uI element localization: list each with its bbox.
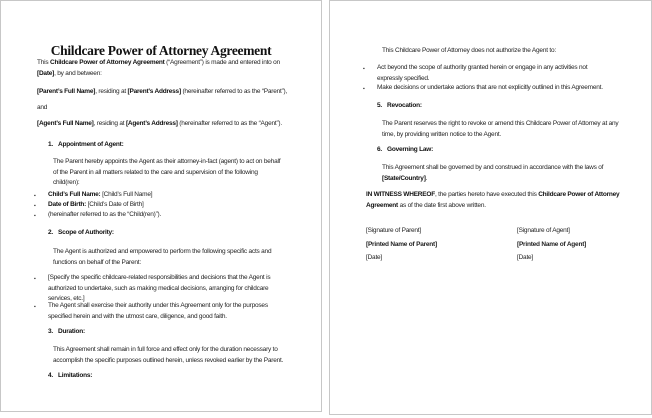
text-line [53, 157, 280, 168]
text-line [377, 63, 587, 74]
text-line [48, 301, 268, 312]
text-run: The Parent reserves the right to revoke or amend this Childcare Power of Attorney at any [382, 120, 619, 127]
text-line [53, 168, 280, 179]
para-intro [37, 58, 280, 79]
bullet-icon: ▪ [363, 86, 365, 92]
text-line [382, 174, 603, 185]
text-run: [Child’s Date of Birth] [86, 201, 144, 208]
text-run: (hereinafter referred to as the “Agent”). [177, 120, 282, 127]
text-line [377, 83, 603, 94]
text-line [48, 210, 161, 221]
text-line [53, 247, 271, 258]
text-line [37, 69, 280, 80]
list-number: 5. [377, 102, 382, 109]
list-label: Revocation: [387, 102, 422, 109]
bullet-icon: ▪ [34, 213, 36, 219]
text-run: as of the date first above written. [397, 201, 486, 209]
para-not-authorize [382, 46, 556, 57]
text-run: authorized to undertake, such as making medical decisions, arranging for childcare [48, 284, 269, 292]
para-revocation-body [382, 119, 618, 140]
signature-parent-line: [Signature of Parent] [366, 227, 422, 234]
para-duration-body [53, 345, 283, 366]
list-item-revocation [377, 101, 422, 112]
document-title: Childcare Power of Attorney Agreement [50, 43, 272, 59]
bullet-text [48, 190, 152, 201]
text-run: [Specify the specific childcare-related responsibilities and decisions that the Agent is [48, 274, 271, 281]
text-run: Childcare Power of Attorney [538, 191, 620, 198]
list-item-limitations [48, 371, 93, 382]
text-line [48, 284, 270, 295]
text-run: This Agreement shall remain in full force and effect only for the duration necessary to [53, 346, 278, 353]
text-line [48, 190, 152, 201]
text-line [37, 87, 287, 98]
list-label: Limitations: [58, 372, 93, 379]
text-run: . [425, 174, 428, 182]
bullet-text [48, 273, 270, 305]
list-item-governing-law [377, 145, 434, 156]
text-run: accomplish the specific purposes outlined herein, unless revoked earlier by the Parent. [53, 356, 284, 364]
text-run: Childcare Power of Attorney Agreement [50, 59, 165, 66]
text-run: [Agent’s Full Name] [37, 120, 94, 127]
bullet-date-of-birth [34, 200, 144, 211]
text-run: This [37, 59, 50, 66]
text-run: , the parties hereto have executed this [434, 191, 539, 198]
text-run: time, by providing written notice to the Agent. [382, 130, 502, 138]
text-line [382, 163, 603, 174]
list-number: 6. [377, 146, 382, 153]
text-run: The Agent is authorized and empowered to perform the following specific acts and [53, 248, 272, 255]
text-run: Date of Birth: [48, 201, 87, 208]
bullet-icon: ▪ [34, 276, 36, 282]
para-parent [37, 87, 287, 98]
bullet-child-full-name [34, 190, 152, 201]
bullet-make-decisions [363, 83, 603, 94]
text-line [382, 119, 618, 130]
text-line [53, 356, 283, 367]
text-run: child(ren): [53, 179, 80, 186]
text-run: of the Parent in all matters related to the care and supervision of the following [53, 168, 258, 176]
text-run: Act beyond the scope of authority granted herein or engage in any activities not [377, 64, 588, 71]
bullet-icon: ▪ [34, 203, 36, 209]
bullet-text [48, 301, 268, 322]
text-run: , residing at [93, 120, 126, 127]
text-run: [Date] [37, 69, 55, 77]
text-run: specified herein and with the utmost care, diligence, and good faith. [48, 312, 227, 320]
bullet-text [48, 210, 161, 221]
text-run: The Agent shall exercise their authority under this Agreement only for the purposes [48, 302, 268, 309]
list-label: Appointment of Agent: [58, 141, 124, 148]
text-run: [Child’s Full Name] [100, 191, 153, 198]
text-line [48, 200, 144, 211]
text-run: (“Agreement”) is made and entered into on [164, 59, 280, 66]
text-run: expressly specified. [377, 74, 430, 82]
list-item-appointment-of-agent [48, 140, 124, 151]
text-run: [Agent’s Address] [125, 120, 178, 127]
text-run: (hereinafter referred to as the “Child(ren)”). [48, 211, 162, 218]
date-agent: [Date] [517, 254, 534, 261]
text-run: and [37, 104, 48, 111]
bullet-children-reference [34, 210, 161, 221]
text-run: This Childcare Power of Attorney does not authorize the Agent to: [382, 47, 556, 54]
text-line [366, 190, 619, 201]
text-run: , by and between: [54, 69, 102, 77]
text-run: The Parent hereby appoints the Agent as their attorney-in-fact (agent) to act on behalf [53, 158, 281, 165]
text-run: functions on behalf of the Parent: [53, 258, 141, 266]
bullet-icon: ▪ [34, 193, 36, 199]
text-run: [State/Country] [382, 174, 426, 182]
para-scope-body [53, 247, 271, 268]
date-parent: [Date] [366, 254, 383, 261]
text-line [366, 201, 619, 212]
signature-agent-line: [Signature of Agent] [517, 227, 570, 234]
text-line [382, 46, 556, 57]
list-number: 1. [48, 141, 53, 148]
text-run: This Agreement shall be governed by and construed in accordance with the laws of [382, 164, 604, 171]
para-agent [37, 119, 282, 130]
bullet-specify-responsibilities [34, 273, 270, 305]
text-line [37, 58, 280, 69]
bullet-text [377, 83, 603, 94]
text-run: services, etc.] [48, 295, 85, 302]
list-label: Scope of Authority: [58, 229, 114, 236]
text-line [53, 258, 271, 269]
page-2 [329, 0, 652, 415]
text-run: (hereinafter referred to as the “Parent”), [180, 88, 288, 95]
printed-name-agent: [Printed Name of Agent] [517, 241, 587, 248]
para-and [37, 103, 47, 114]
bullet-text [377, 63, 587, 84]
text-run: Make decisions or undertake actions that are not explicitly outlined in this Agreement. [377, 84, 603, 91]
list-number: 3. [48, 328, 53, 335]
bullet-exercise-authority [34, 301, 268, 322]
bullet-text [48, 200, 144, 211]
text-run: Agreement [366, 201, 398, 209]
list-item-scope-of-authority [48, 228, 114, 239]
text-run: , residing at [95, 88, 128, 95]
para-witness-clause [366, 190, 619, 211]
list-item-duration [48, 327, 85, 338]
text-line [37, 103, 47, 114]
text-line [48, 312, 268, 323]
list-number: 4. [48, 372, 53, 379]
para-appointment-body [53, 157, 280, 189]
text-line [53, 345, 283, 356]
para-governing-body [382, 163, 603, 184]
bullet-act-beyond-scope [363, 63, 587, 84]
list-label: Duration: [58, 328, 85, 335]
text-run: [Parent’s Full Name] [37, 88, 96, 95]
list-label: Governing Law: [387, 146, 434, 153]
page-1 [0, 0, 322, 412]
bullet-icon: ▪ [34, 304, 36, 310]
text-line [53, 178, 280, 189]
text-line [48, 273, 270, 284]
text-line [37, 119, 282, 130]
bullet-icon: ▪ [363, 66, 365, 72]
text-run: [Parent’s Address] [127, 88, 181, 95]
list-number: 2. [48, 229, 53, 236]
text-line [382, 130, 618, 141]
text-run: Child’s Full Name: [48, 191, 101, 198]
printed-name-parent: [Printed Name of Parent] [366, 241, 437, 248]
text-run: IN WITNESS WHEREOF [366, 191, 435, 198]
